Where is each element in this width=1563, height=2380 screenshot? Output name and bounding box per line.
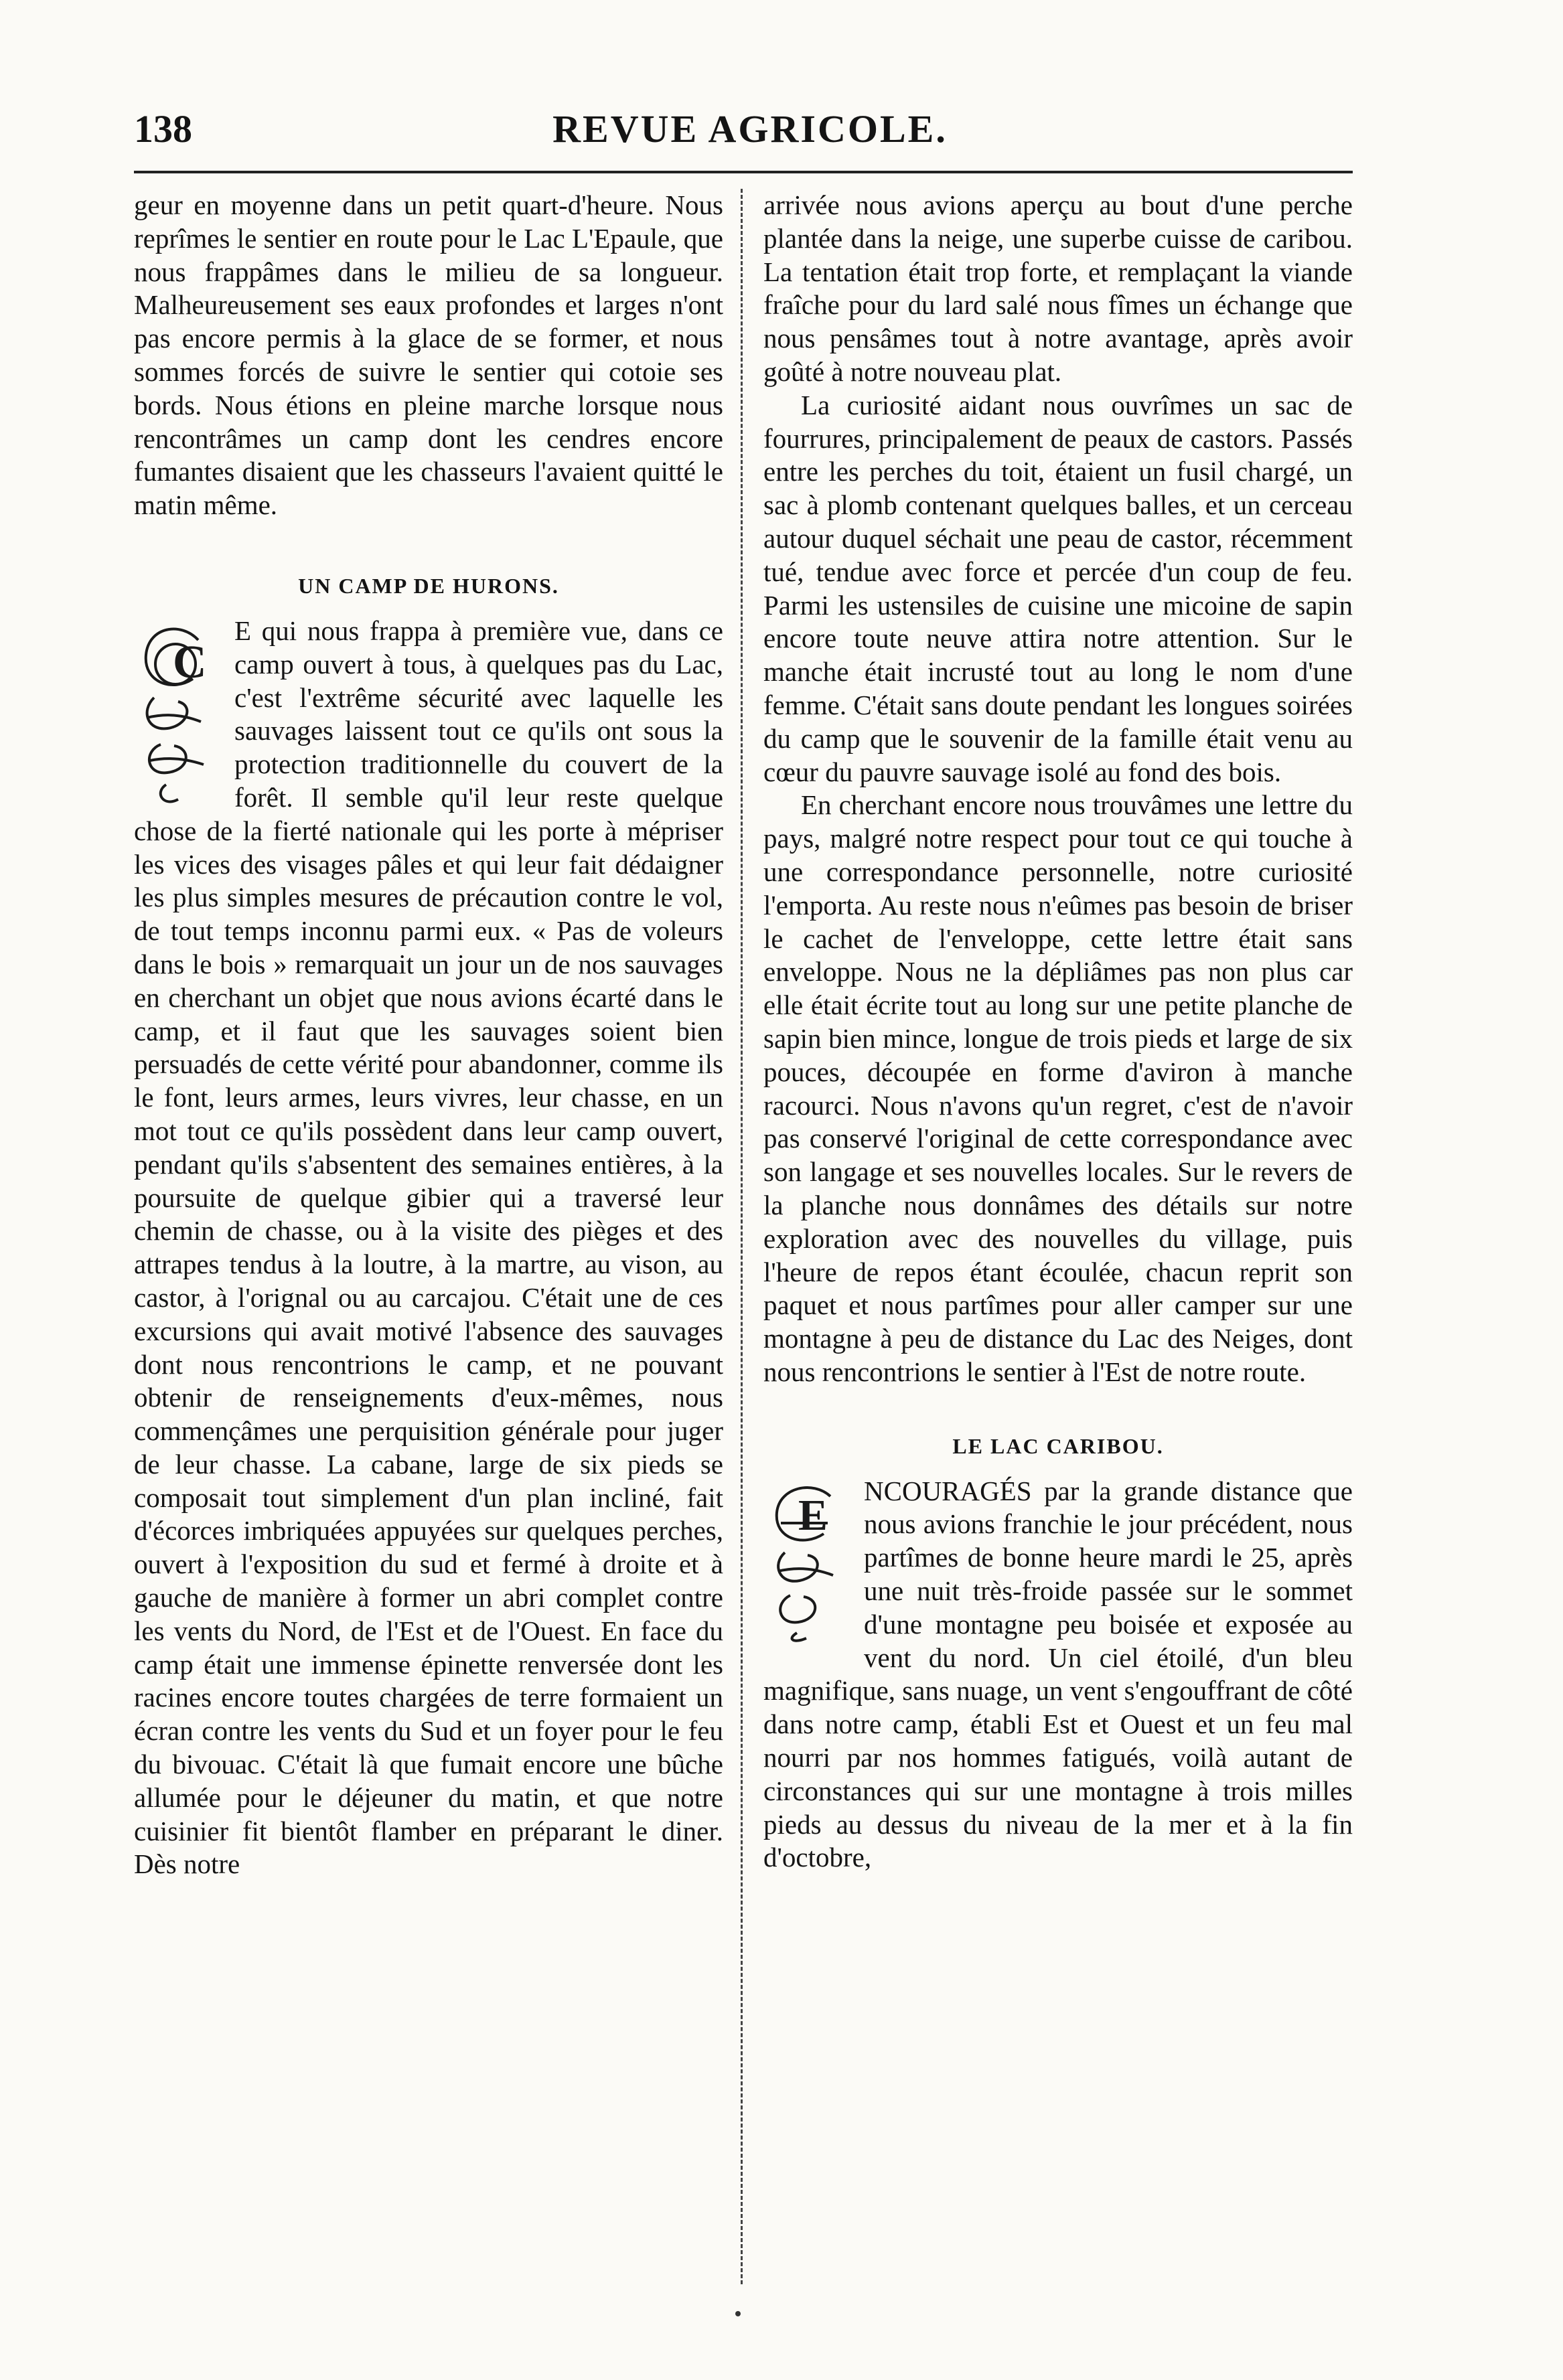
column-divider xyxy=(741,189,743,2284)
right-column xyxy=(763,189,1353,2298)
ornamental-dropcap-c xyxy=(134,617,222,811)
right-paragraph-2: La curiosité aidant nous ouvrîmes un sac de fourrures, principalement de peaux de castors. Passés entre les perches du toit, étaient un fusil chargé, un sac à plomb contenant quelques balles, et un cerceau autour duquel séchait une peau de castor, récemment tué, tendue avec force et percée d'un coup de feu. Parmi les ustensiles de cuisine une micoine de sapin encore toute neuve attira notre attention. Sur le manche était incrusté tout au long le nom d'une femme. C'était sans doute pendant les longues soirées du camp que le souvenir de la famille était venu au cœur du pauvre sauvage isolé au fond des bois. xyxy=(763,389,1353,787)
ornamental-initial-icon xyxy=(763,1478,852,1645)
header-rule xyxy=(134,171,1353,173)
section-heading-lac-caribou: LE LAC CARIBOU. xyxy=(952,1433,1164,1458)
dropcap-letter: E xyxy=(798,1490,828,1540)
section-heading-hurons: UN CAMP DE HURONS. xyxy=(298,573,559,598)
intro-paragraph: geur en moyenne dans un petit quart-d'heure. Nous reprîmes le sentier en route pour le Lac L'Epaule, que nous frappâmes dans le milieu de sa longueur. Malheureusement ses eaux profondes et larges n'ont pas encore permis à la glace de se former, et nous sommes forcés de suivre le sentier qui cotoie ses bords. Nous étions en pleine marche lorsque nous rencontrâmes un camp dont les cendres encore fumantes disaient que les chasseurs l'avaient quitté le matin même. xyxy=(134,189,723,521)
ornamental-initial-icon xyxy=(134,617,222,811)
right-paragraph-3: En cherchant encore nous trouvâmes une lettre du pays, malgré notre respect pour tout ce qui touche à une correspondance personnelle, notre curiosité l'emporta. Au reste nous n'eûmes pas besoin de briser le cachet de l'enveloppe, cette lettre était sans enveloppe. Nous ne la dépliâmes pas non plus car elle était écrite tout au long sur une petite planche de sapin bien mince, longue de trois pieds et large de six pouces, découpée en forme d'aviron à manche racourci. Nous n'avons qu'un regret, c'est de n'avoir pas conservé l'original de cette correspondance avec son langage et ses nouvelles locales. Sur le revers de la planche nous donnâmes des détails sur notre exploration avec des nouvelles du village, puis l'heure de repos étant écoulée, chacun reprit son paquet et nous partîmes pour aller camper sur une montagne à peu de distance du Lac des Neiges, dont nous rencontrions le sentier à l'Est de notre route. xyxy=(763,789,1353,1387)
footer-ornament xyxy=(735,2311,741,2316)
dropcap-letter: C xyxy=(173,636,207,688)
page-number: 138 xyxy=(134,107,192,151)
ornamental-dropcap-e xyxy=(763,1478,852,1645)
left-column xyxy=(134,189,723,2298)
page-header xyxy=(134,99,1366,159)
hurons-camp-paragraph: E qui nous frappa à première vue, dans ce camp ouvert à tous, à quelques pas du Lac, c'est l'extrême sécurité avec laquelle les sauvages laissent tout ce qu'ils ont sous la protection traditionnelle du couvert de la forêt. Il semble qu'il leur reste quelque chose de la fierté nationale qui les porte à mépriser les vices des visages pâles et qui leur fait dédaigner les plus simples mesures de précaution contre le vol, de tout temps inconnu parmi eux. « Pas de voleurs dans le bois » remarquait un jour un de nos sauvages en cherchant un objet que nous avions écarté dans le camp, et il faut que les sauvages soient bien persuadés de cette vérité pour abandonner, comme ils le font, leurs armes, leurs vivres, leur chasse, en un mot tout ce qu'ils possèdent dans leur camp ouvert, pendant qu'ils s'absentent des semaines entières, à la poursuite de quelque gibier qui a traversé leur chemin de chasse, ou à la visite des pièges et des attrapes tendus à la loutre, à la martre, au vison, au castor, à l'orignal ou au carcajou. C'était une de ces excursions qui avait motivé l'absence des sauvages dont nous rencontrions le camp, et ne pouvant obtenir de renseignements d'eux-mêmes, nous commençâmes une perquisition générale pour juger de leur chasse. La cabane, large de six pieds se composait tout simplement d'un plan incliné, fait d'écorces imbriquées appuyées sur quelques perches, ouvert à l'exposition du sud et fermé à droite et à gauche de manière à former un abri complet contre les vents du Nord, de l'Est et de l'Ouest. En face du camp était une immense épinette renversée dont les racines encore toutes chargées de terre formaient un écran contre les vents du Sud et un foyer pour le feu du bivouac. C'était là que fumait encore une bûche allumée pour le déjeuner du matin, et que notre cuisinier fit bientôt flamber en préparant le diner. Dès notre xyxy=(134,615,723,1880)
lac-caribou-paragraph: NCOURAGÉS par la grande distance que nous avions franchie le jour précédent, nous partîmes de bonne heure mardi le 25, après une nuit très-froide passée sur le sommet d'une montagne peu boisée et exposée au vent du nord. Un ciel étoilé, d'un bleu magnifique, sans nuage, un vent s'engouffrant de côté dans notre camp, établi Est et Ouest et un feu mal nourri par nos hommes fatigués, voilà autant de circonstances qui sur une montagne à trois milles pieds au dessus du niveau de la mer et à la fin d'octobre, xyxy=(763,1475,1353,1873)
right-paragraph-1: arrivée nous avions aperçu au bout d'une perche plantée dans la neige, une superbe cuisse de caribou. La tentation était trop forte, et remplaçant la viande fraîche pour du lard salé nous fîmes un échange que nous pensâmes tout à notre avantage, après avoir goûté à notre nouveau plat. xyxy=(763,189,1353,387)
running-title: REVUE AGRICOLE. xyxy=(552,107,948,151)
